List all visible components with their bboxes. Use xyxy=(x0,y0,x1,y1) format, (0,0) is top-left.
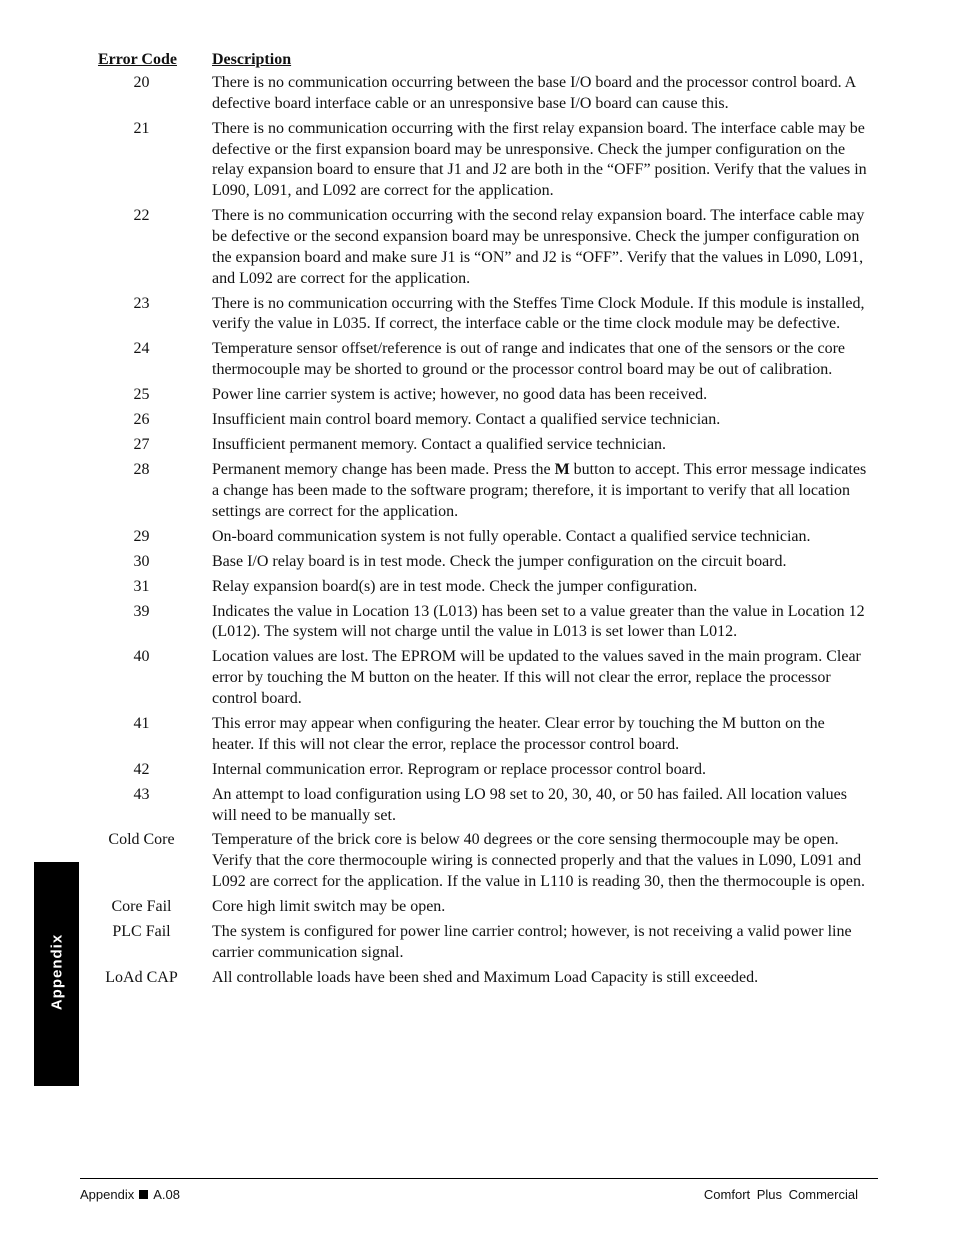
table-header xyxy=(98,48,868,70)
error-code: PLC Fail xyxy=(112,923,171,941)
error-code: 43 xyxy=(133,785,150,803)
error-description: Insufficient permanent memory. Contact a qualified service technician. xyxy=(212,436,667,454)
error-description: There is no communication occurring with the first relay expansion board. The interface cable may be defective or the first expansion board may be unresponsive. Check the jumper configuration on the relay expansion board to ensure that J1 and J2 are both in the “OFF” position. Verify that the values in L090, L091, and L092 are correct for the application. xyxy=(212,119,867,200)
square-bullet-icon xyxy=(139,1190,148,1199)
error-code: 42 xyxy=(133,760,150,778)
table-row xyxy=(98,577,868,598)
error-description: The system is configured for power line carrier control; however, is not receiving a valid power line carrier communication signal. xyxy=(212,923,852,961)
table-row xyxy=(98,527,868,548)
description-header: Description xyxy=(212,51,292,68)
table-row xyxy=(98,460,868,522)
footer-page-number: A.08 xyxy=(153,1187,180,1202)
description-text: Permanent memory change has been made. Press the xyxy=(212,461,555,479)
error-description: An attempt to load configuration using LO 98 set to 20, 30, 40, or 50 has failed. All location values will need to be manually set. xyxy=(212,785,847,824)
error-code: 21 xyxy=(133,119,150,137)
table-row xyxy=(98,552,868,573)
table-row xyxy=(98,602,868,644)
table-row xyxy=(98,830,868,892)
error-code: 24 xyxy=(133,340,150,358)
error-code: 25 xyxy=(133,386,150,404)
error-code: 40 xyxy=(133,648,150,666)
error-description: Location values are lost. The EPROM will be updated to the values saved in the main program. Clear error by touching the M button on the heater. If this will not clear the error, replace the processor control board. xyxy=(212,648,861,707)
error-description: There is no communication occurring with the second relay expansion board. The interface cable may be defective or the second expansion board may be unresponsive. Check the jumper configuration on the expansion board and make sure J1 is “ON” and J2 is “OFF”. Verify that the values in L090, L091, and L092 are correct for the application. xyxy=(212,207,865,287)
table-row xyxy=(98,385,868,406)
error-code: 39 xyxy=(133,602,150,620)
error-code: Cold Core xyxy=(108,831,175,849)
error-code: LoAd CAP xyxy=(105,968,178,986)
error-description: All controllable loads have been shed and Maximum Load Capacity is still exceeded. xyxy=(212,968,759,986)
error-description xyxy=(212,460,867,522)
error-description: This error may appear when configuring the heater. Clear error by touching the M button on the heater. If this will not clear the error, replace the processor control board. xyxy=(212,714,825,753)
table-row xyxy=(98,435,868,456)
error-code-table xyxy=(98,48,868,993)
table-row xyxy=(98,897,868,918)
error-code: Core Fail xyxy=(111,898,172,916)
error-code: 22 xyxy=(133,207,150,225)
error-description: There is no communication occurring between the base I/O board and the processor control board. A defective board interface cable or an unresponsive base I/O board can cause this. xyxy=(212,74,856,112)
table-row xyxy=(98,410,868,431)
footer-page-ref xyxy=(80,1187,180,1202)
error-description: There is no communication occurring with the Steffes Time Clock Module. If this module is installed, verify the value in L035. If correct, the interface cable or the time clock module may be defective. xyxy=(212,294,865,333)
error-code-header: Error Code xyxy=(98,51,177,68)
footer-section: Appendix xyxy=(80,1187,135,1202)
error-description: Internal communication error. Reprogram or replace processor control board. xyxy=(212,760,707,778)
table-row xyxy=(98,294,868,336)
table-row xyxy=(98,206,868,289)
error-code: 20 xyxy=(133,74,150,91)
error-description: Base I/O relay board is in test mode. Check the jumper configuration on the circuit board. xyxy=(212,552,787,570)
table-row xyxy=(98,73,868,115)
table-row xyxy=(98,968,868,989)
error-description: Temperature of the brick core is below 40 degrees or the core sensing thermocouple may be open. Verify that the core thermocouple wiring is connected properly and that the values in L090, L091 and L092 are correct for the application. If the value in L110 is reading 30, then the thermocouple is open. xyxy=(212,831,865,891)
description-text: button to accept. This error message indicates a change has been made to the software program; therefore, it is important to verify that all location settings are correct for the application. xyxy=(212,461,867,520)
error-code: 29 xyxy=(133,527,150,545)
error-code: 31 xyxy=(133,577,150,595)
error-code: 27 xyxy=(133,436,150,454)
appendix-side-tab xyxy=(34,862,79,1086)
error-description: Indicates the value in Location 13 (L013) has been set to a value greater than the value in Location 12 (L012). The system will not charge until the value in L013 is set lower than L012. xyxy=(212,602,865,641)
error-code: 23 xyxy=(133,294,150,312)
error-description: Power line carrier system is active; however, no good data has been received. xyxy=(212,386,708,404)
table-row xyxy=(98,760,868,781)
error-code: 41 xyxy=(133,714,150,732)
error-description: Core high limit switch may be open. xyxy=(212,898,446,916)
error-description: Insufficient main control board memory. Contact a qualified service technician. xyxy=(212,411,721,429)
table-row xyxy=(98,647,868,709)
error-code: 30 xyxy=(133,552,150,570)
table-row xyxy=(98,785,868,827)
side-tab-label: Appendix xyxy=(48,933,65,1011)
m-button-label: M xyxy=(554,461,570,479)
table-row xyxy=(98,922,868,964)
footer-divider xyxy=(80,1178,878,1179)
table-row xyxy=(98,339,868,381)
error-code: 26 xyxy=(133,411,150,429)
error-code: 28 xyxy=(133,461,150,479)
error-description: On-board communication system is not fully operable. Contact a qualified service technician. xyxy=(212,527,811,545)
error-description: Temperature sensor offset/reference is out of range and indicates that one of the sensors or the core thermocouple may be shorted to ground or the processor control board may be out of calibration. xyxy=(212,340,845,379)
error-description: Relay expansion board(s) are in test mode. Check the jumper configuration. xyxy=(212,577,698,595)
table-row xyxy=(98,119,868,202)
table-row xyxy=(98,714,868,756)
footer-document-title: Comfort Plus Commercial xyxy=(703,1187,858,1202)
